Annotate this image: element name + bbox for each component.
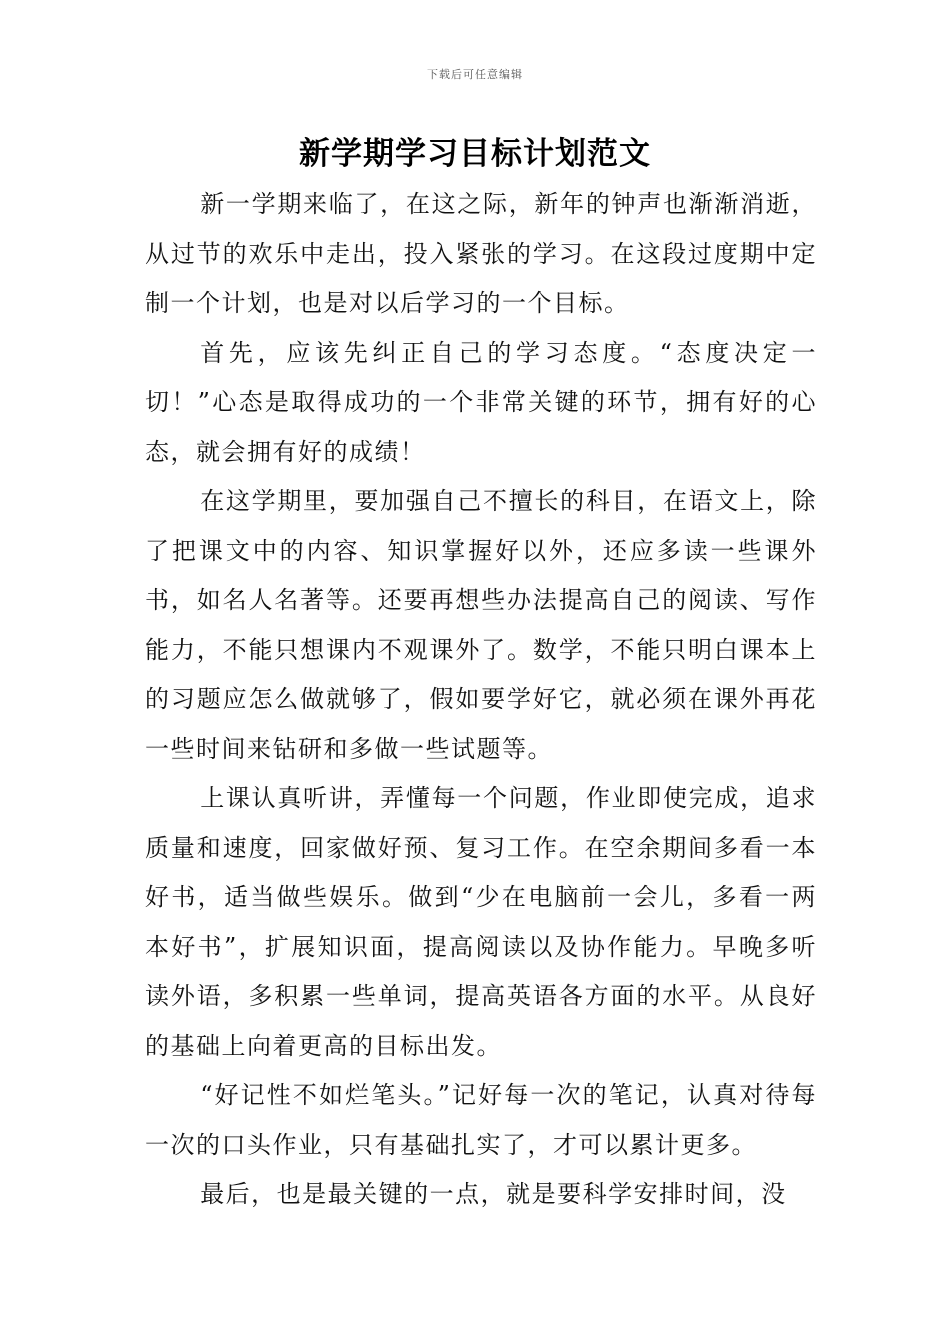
paragraph-3: 在这学期里，要加强自己不擅长的科目，在语文上，除了把课文中的内容、知识掌握好以外，还应多读一些课外书，如名人名著等。还要再想些办法提高自己的阅读、写作能力，不能只想课内不观课外了。数学，不能只明白课本上的习题应怎么做就够了，假如要学好它，就必须在课外再花一些时间来钻研和多做一些试题等。: [145, 487, 817, 763]
paragraph-4: 上课认真听讲，弄懂每一个问题，作业即使完成，追求质量和速度，回家做好预、复习工作。在空余期间多看一本好书，适当做些娱乐。做到“少在电脑前一会儿，多看一两本好书”，扩展知识面，提高阅读以及协作能力。早晚多听读外语，多积累一些单词，提高英语各方面的水平。从良好的基础上向着更高的目标出发。: [145, 784, 817, 1060]
paragraph-2: 首先，应该先纠正自己的学习态度。“态度决定一切！”心态是取得成功的一个非常关键的环节，拥有好的心态，就会拥有好的成绩！: [145, 338, 817, 466]
document-title: 新学期学习目标计划范文: [299, 136, 651, 172]
paragraph-1: 新一学期来临了，在这之际，新年的钟声也渐渐消逝，从过节的欢乐中走出，投入紧张的学习。在这段过度期中定制一个计划，也是对以后学习的一个目标。: [145, 190, 817, 317]
header-note: 下载后可任意编辑: [427, 68, 523, 81]
paragraph-5: “好记性不如烂笔头。”记好每一次的笔记，认真对待每一次的口头作业，只有基础扎实了，才可以累计更多。: [145, 1081, 817, 1159]
paragraph-6: 最后，也是最关键的一点，就是要科学安排时间，没: [200, 1180, 787, 1208]
document-body: [145, 180, 817, 1220]
